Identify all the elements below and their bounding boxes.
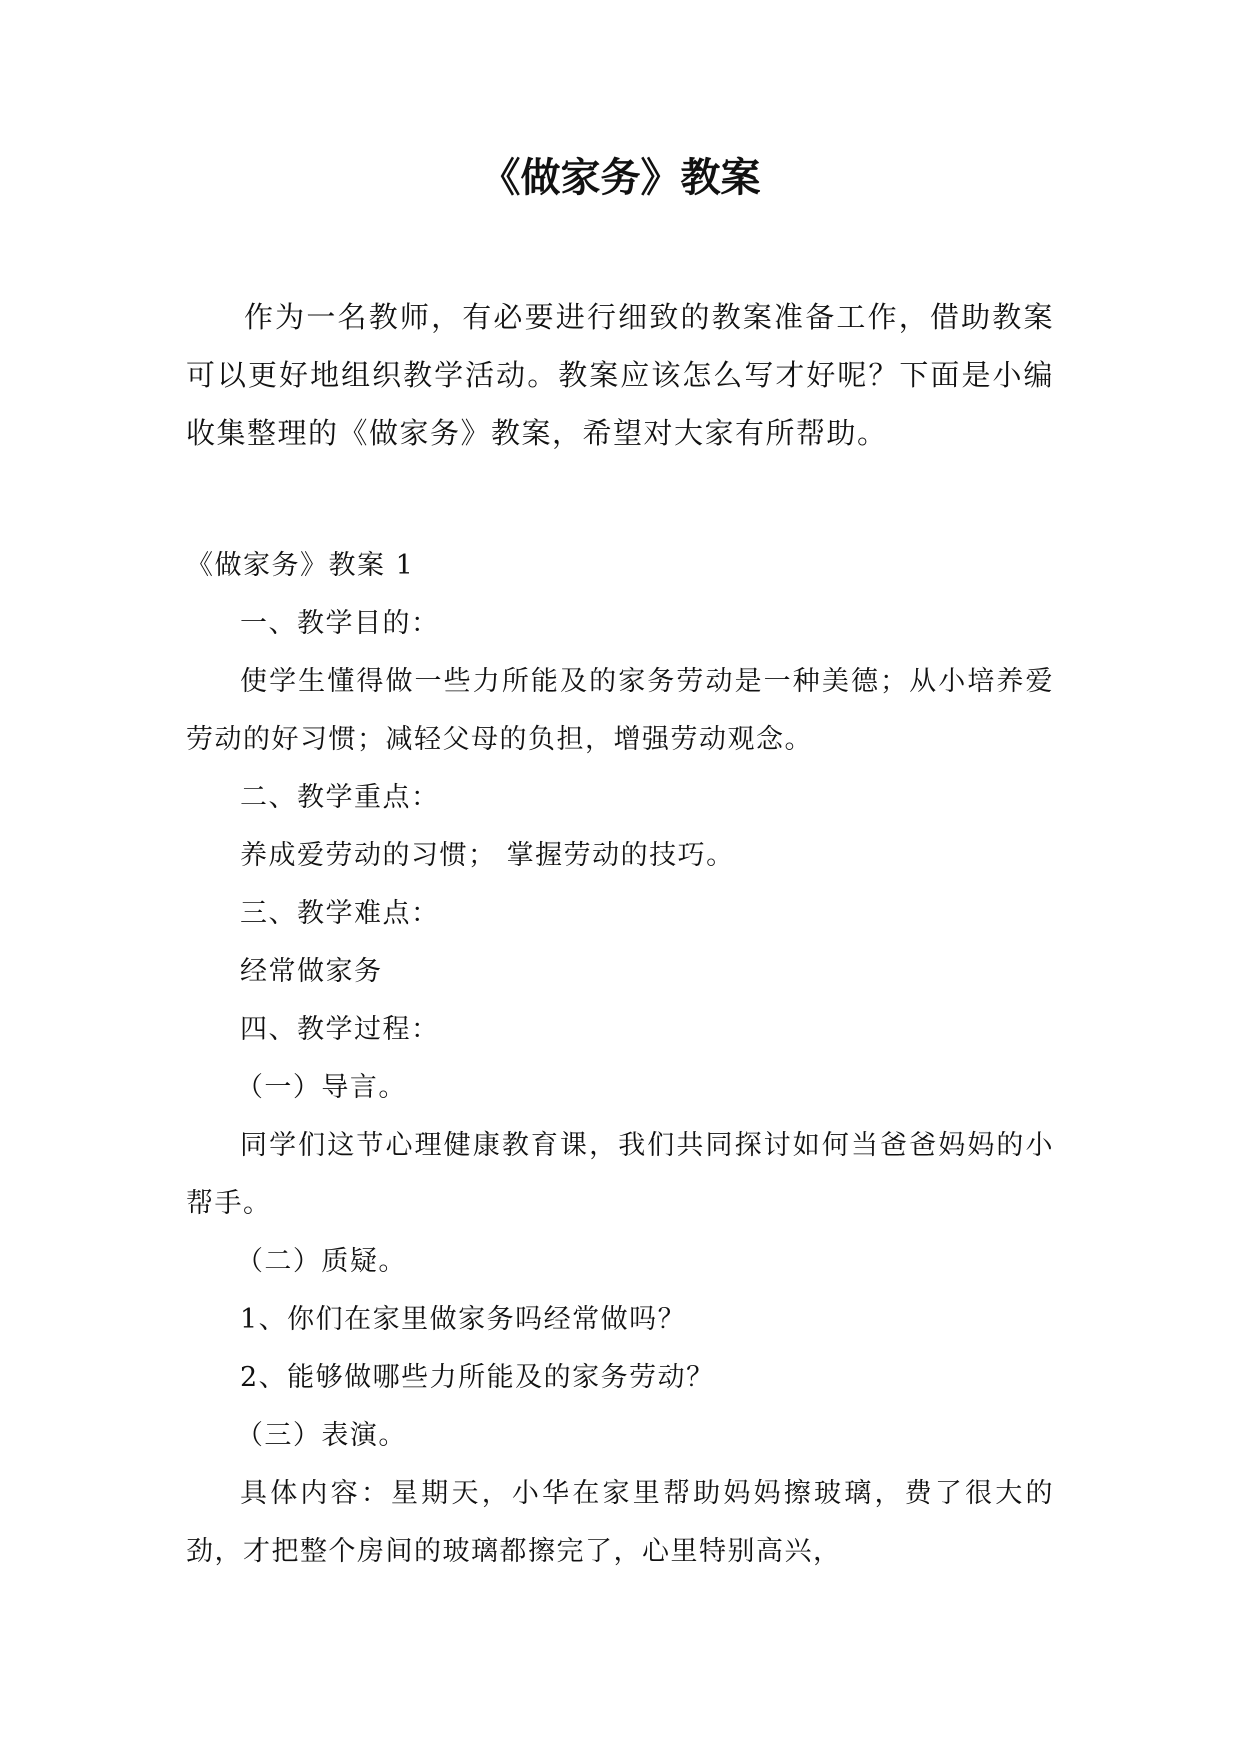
subheading-performance: （三）表演。: [235, 1420, 407, 1451]
intro-paragraph: 作为一名教师，有必要进行细致的教案准备工作，借助教案可以更好地组织教学活动。教案应该怎么写才好呢？下面是小编收集整理的《做家务》教案，希望对大家有所帮助。: [186, 300, 1054, 450]
document-body: [186, 288, 1054, 1581]
paragraph-teaching-goal: 使学生懂得做一些力所能及的家务劳动是一种美德；从小培养爱劳动的好习惯；减轻父母的负担，增强劳动观念。: [186, 666, 1054, 755]
paragraph-teaching-difficulty: 经常做家务: [240, 956, 383, 987]
subheading-questions: （二）质疑。: [235, 1246, 407, 1277]
paragraph-teaching-focus: 养成爱劳动的习惯； 掌握劳动的技巧。: [240, 840, 735, 871]
section-heading: 《做家务》教案 1: [186, 550, 415, 581]
document-title: 《做家务》教案: [480, 155, 761, 201]
question-item-1: 1、你们在家里做家务吗经常做吗？: [240, 1304, 687, 1335]
heading-teaching-process: 四、教学过程：: [240, 1014, 440, 1045]
heading-teaching-difficulty: 三、教学难点：: [240, 898, 440, 929]
question-item-2: 2、能够做哪些力所能及的家务劳动？: [240, 1362, 715, 1393]
subheading-introduction: （一）导言。: [235, 1072, 407, 1103]
heading-teaching-goal: 一、教学目的：: [240, 608, 440, 639]
heading-teaching-focus: 二、教学重点：: [240, 782, 440, 813]
paragraph-introduction: 同学们这节心理健康教育课，我们共同探讨如何当爸爸妈妈的小帮手。: [186, 1130, 1054, 1219]
paragraph-performance: 具体内容：星期天，小华在家里帮助妈妈擦玻璃，费了很大的劲，才把整个房间的玻璃都擦完了，心里特别高兴，: [186, 1478, 1054, 1567]
